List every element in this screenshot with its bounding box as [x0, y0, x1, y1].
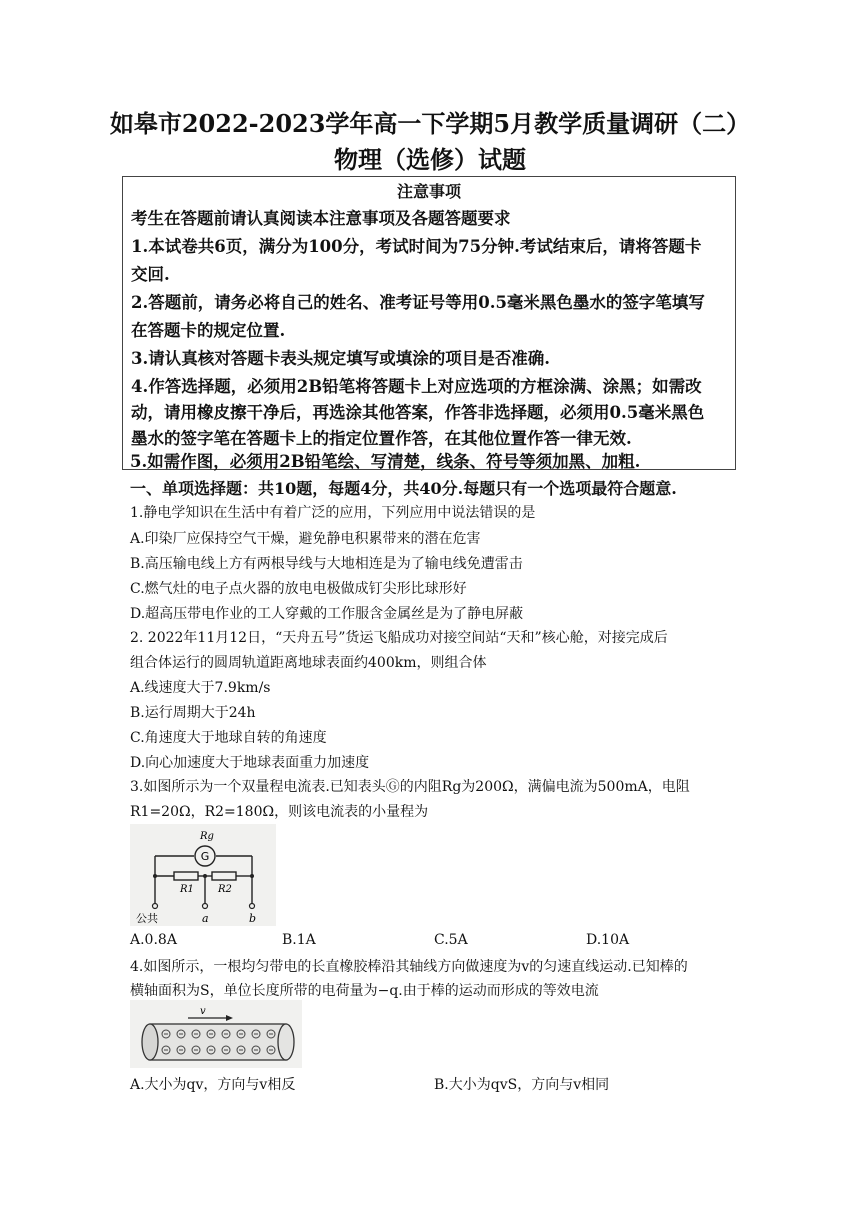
question-option: D.向心加速度大于地球表面重力加速度: [130, 755, 370, 771]
resistor-r1: [174, 872, 198, 880]
question-option: B.运行周期大于24h: [130, 705, 256, 721]
question-option: A.0.8A: [130, 932, 177, 948]
question-stem: 组合体运行的圆周轨道距离地球表面约400km，则组合体: [130, 655, 487, 671]
exam-title: 如皋市2022-2023学年高一下学期5月教学质量调研（二）: [109, 109, 751, 138]
question-option: D.10A: [586, 932, 630, 948]
notice-line: 1.本试卷共6页，满分为100分，考试时间为75分钟.考试结束后，请将答题卡: [131, 237, 702, 256]
notice-line: 交回.: [131, 265, 170, 284]
notice-heading: 注意事项: [396, 182, 461, 201]
question-option: B.1A: [282, 932, 316, 948]
notice-line: 5.如需作图，必须用2B铅笔绘、写清楚，线条、符号等须加黑、加粗.: [130, 452, 641, 471]
notice-box: [122, 176, 736, 470]
galvanometer-label: G: [200, 850, 210, 863]
r1-label: R1: [180, 884, 194, 895]
terminal-b-label: b: [249, 912, 257, 925]
notice-line: 动，请用橡皮擦干净后，再选涂其他答案，作答非选择题，必须用0.5毫米黑色: [131, 403, 705, 422]
terminal-common-label: 公共: [136, 912, 158, 925]
question-option: C.角速度大于地球自转的角速度: [130, 730, 327, 746]
circuit-figure: [130, 824, 276, 926]
question-option: B.高压输电线上方有两根导线与大地相连是为了输电线免遭雷击: [130, 556, 523, 572]
question-stem: 3.如图所示为一个双量程电流表.已知表头Ⓖ的内阻Rg为200Ω，满偏电流为500mA，电阻: [130, 779, 690, 795]
question-stem: 1.静电学知识在生活中有着广泛的应用，下列应用中说法错误的是: [130, 505, 536, 521]
question-option: A.印染厂应保持空气干燥，避免静电积累带来的潜在危害: [130, 531, 481, 547]
notice-line: 考生在答题前请认真阅读本注意事项及各题答题要求: [131, 209, 511, 228]
exam-subtitle: 物理（选修）试题: [334, 145, 526, 174]
section-heading: 一、单项选择题：共10题，每题4分，共40分.每题只有一个选项最符合题意.: [130, 479, 677, 498]
resistor-r2: [212, 872, 236, 880]
charged-rod-figure: [130, 1000, 302, 1068]
notice-line: 3.请认真核对答题卡表头规定填写或填涂的项目是否准确.: [131, 349, 550, 368]
terminal-a-label: a: [202, 912, 209, 925]
velocity-label: v: [200, 1006, 206, 1017]
question-stem: R1=20Ω，R2=180Ω，则该电流表的小量程为: [130, 804, 429, 820]
notice-line: 2.答题前，请务必将自己的姓名、准考证号等用0.5毫米黑色墨水的签字笔填写: [131, 293, 705, 312]
question-option: D.超高压带电作业的工人穿戴的工作服含金属丝是为了静电屏蔽: [130, 606, 524, 622]
question-stem: 4.如图所示，一根均匀带电的长直橡胶棒沿其轴线方向做速度为v的匀速直线运动.已知棒的: [130, 959, 688, 975]
circuit-diagram: [130, 824, 276, 926]
question-stem: 2. 2022年11月12日，“天舟五号”货运飞船成功对接空间站“天和”核心舱，对接完成后: [130, 630, 668, 646]
question-option: C.燃气灶的电子点火器的放电电极做成钉尖形比球形好: [130, 581, 467, 597]
notice-line: 在答题卡的规定位置.: [131, 321, 286, 340]
notice-line: 墨水的签字笔在答题卡上的指定位置作答，在其他位置作答一律无效.: [131, 429, 632, 448]
question-stem: 横轴面积为S，单位长度所带的电荷量为−q.由于棒的运动而形成的等效电流: [130, 983, 599, 999]
r2-label: R2: [218, 884, 232, 895]
question-option: A.线速度大于7.9km/s: [130, 680, 271, 696]
question-option: A.大小为qv，方向与v相反: [130, 1077, 296, 1093]
notice-line: 4.作答选择题，必须用2B铅笔将答题卡上对应选项的方框涂满、涂黑；如需改: [131, 377, 702, 396]
charged-rod-diagram: [130, 1000, 302, 1068]
question-option: B.大小为qvS，方向与v相同: [434, 1077, 610, 1093]
question-option: C.5A: [434, 932, 468, 948]
rg-label: Rg: [200, 831, 214, 842]
